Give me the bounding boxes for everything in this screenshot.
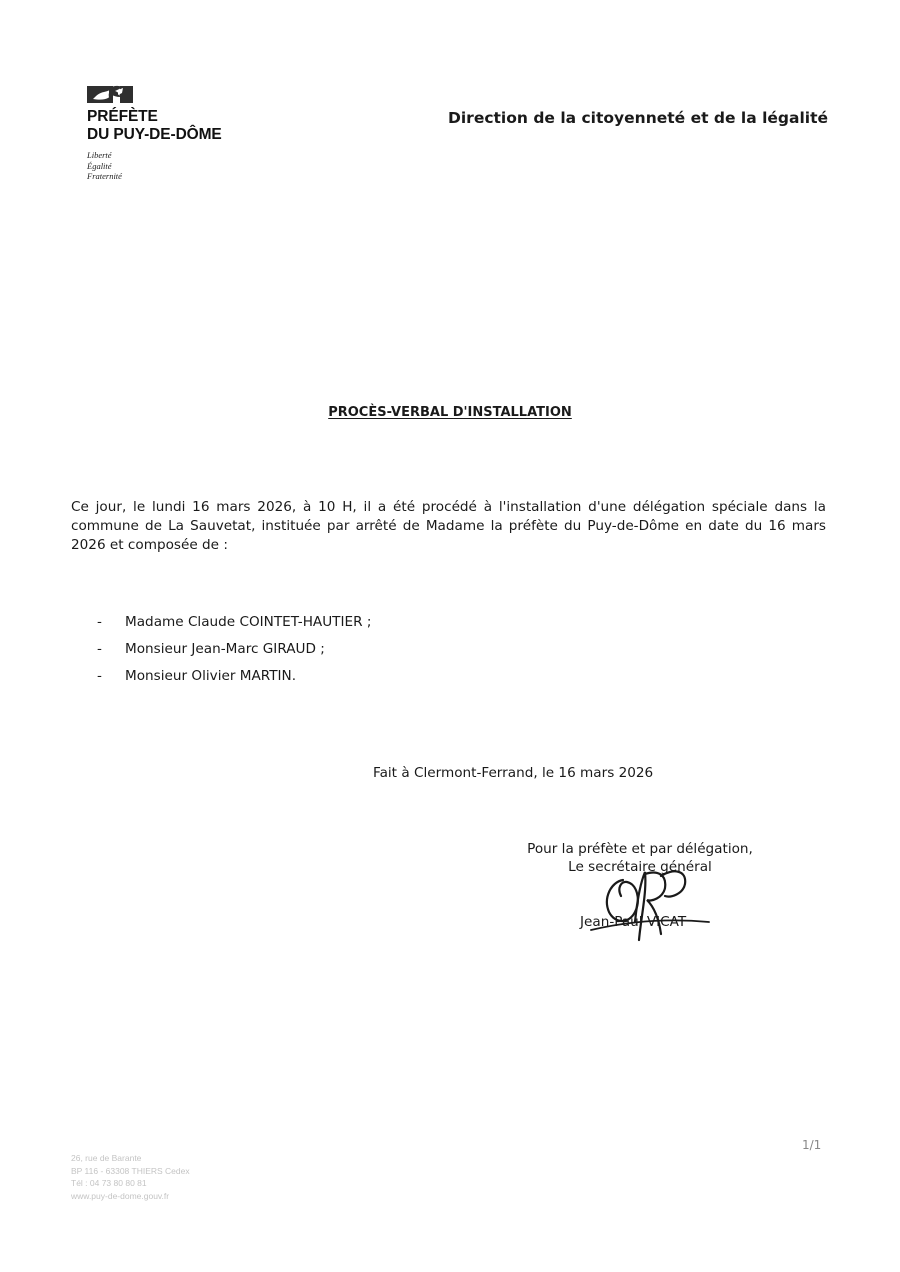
logo-title-line1: PRÉFÈTE xyxy=(87,108,158,125)
footer-postal: BP 116 - 63308 THIERS Cedex xyxy=(71,1165,190,1176)
document-title: PROCÈS-VERBAL D'INSTALLATION xyxy=(328,405,572,420)
footer-street: 26, rue de Barante xyxy=(71,1153,142,1163)
place-and-date: Fait à Clermont-Ferrand, le 16 mars 2026 xyxy=(373,765,654,781)
page-number: 1/1 xyxy=(802,1138,822,1152)
footer-phone: Tél : 04 73 80 80 81 xyxy=(71,1178,147,1188)
marianne-logo-icon xyxy=(87,84,287,104)
list-dash: - xyxy=(97,613,102,630)
footer-website: www.puy-de-dome.gouv.fr xyxy=(71,1190,170,1201)
direction-heading: Direction de la citoyenneté et de la légalité xyxy=(448,109,828,127)
member-name: Monsieur Jean-Marc GIRAUD ; xyxy=(125,640,325,657)
signatory-line1: Pour la préfète et par délégation, xyxy=(527,841,753,857)
handwritten-signature-icon xyxy=(585,862,715,952)
list-dash: - xyxy=(97,667,102,684)
logo-title-line2: DU PUY-DE-DÔME xyxy=(87,126,222,143)
members-list xyxy=(97,608,371,689)
motto-fraternite: Fraternité xyxy=(87,171,122,181)
list-item xyxy=(97,635,371,662)
logo-title xyxy=(87,108,287,144)
list-item xyxy=(97,608,371,635)
signatory-line2: Le secrétaire général xyxy=(568,859,712,875)
motto-egalite: Égalité xyxy=(87,160,112,171)
list-dash: - xyxy=(97,640,102,657)
footer-address xyxy=(71,1152,190,1202)
prefecture-logo xyxy=(87,84,287,182)
intro-paragraph: Ce jour, le lundi 16 mars 2026, à 10 H, il a été procédé à l'installation d'une délégation spéciale dans la commune de La Sauvetat, instituée par arrêté de Madame la préfète du Puy-de-Dôme en date du 16 mars 2026 et composée de : xyxy=(71,499,826,553)
list-item xyxy=(97,662,371,689)
motto-liberte: Liberté xyxy=(87,150,112,160)
member-name: Monsieur Olivier MARTIN. xyxy=(125,667,297,684)
republic-motto xyxy=(87,150,287,182)
signatory-name: Jean-Paul VICAT xyxy=(580,914,687,930)
member-name: Madame Claude COINTET-HAUTIER ; xyxy=(125,613,372,630)
